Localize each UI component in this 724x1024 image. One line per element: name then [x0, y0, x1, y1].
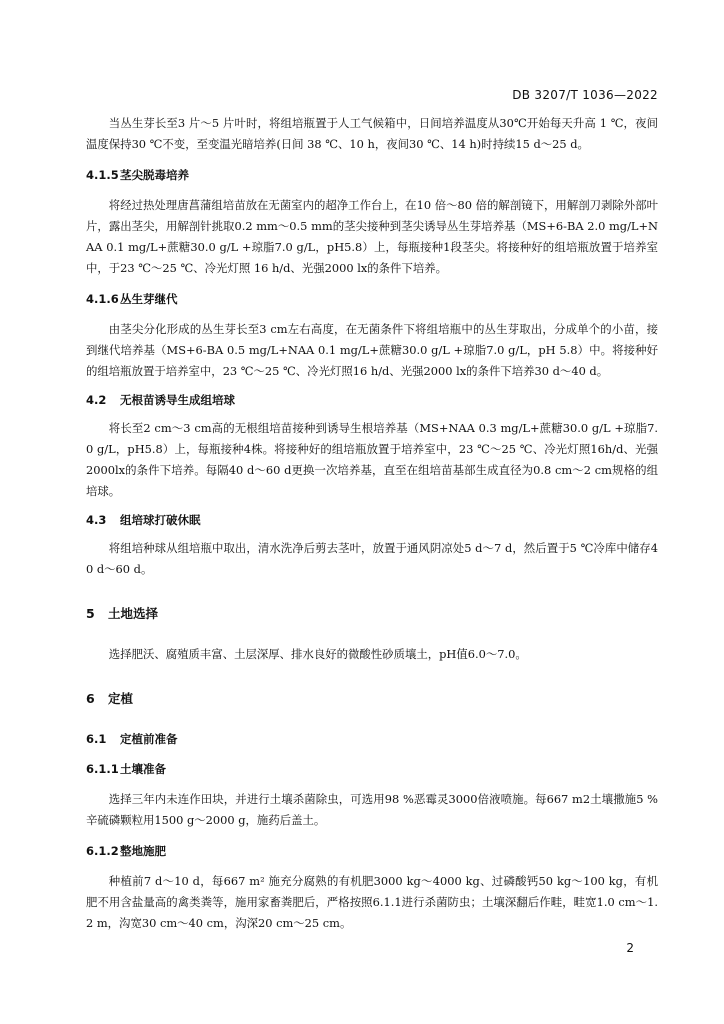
- heading-4-3: [86, 510, 658, 530]
- heading-number: 4.1.5: [86, 168, 119, 182]
- paragraph-soil-preparation: 选择三年内未连作田块，并进行土壤杀菌除虫，可选用98 %恶霉灵3000倍液喷施。每667 m2土壤撒施5 %辛硫磷颗粒用1500 g～2000 g，施药后盖土。: [86, 792, 658, 827]
- heading-title: 土壤准备: [120, 762, 166, 776]
- paragraph-subculture: 由茎尖分化形成的丛生芽长至3 cm左右高度，在无菌条件下将组培瓶中的丛生芽取出，分成单个的小苗，接到继代培养基（MS+6-BA 0.5 mg/L+NAA 0.1 mg/L+蔗糖30.0 g/L +琼脂7.0 g/L，pH 5.8）中。将接种好的组培瓶放置于培养室中，23 ℃～25 ℃、冷光灯照16 h/d、光强2000 lx的条件下培养30 d～40 d。: [86, 322, 658, 378]
- heading-number: 5: [86, 605, 95, 621]
- paragraph-land-fertilizing: 种植前7 d～10 d，每667 m² 施充分腐熟的有机肥3000 kg～4000 kg、过磷酸钙50 kg～100 kg，有机肥不用含盐量高的禽类粪等，施用家畜粪肥后，严格按照6.1.1进行杀菌防虫；土壤深翻后作畦，畦宽1.0 cm～1.2 m，沟宽30 cm～40 cm，沟深20 cm～25 cm。: [86, 874, 658, 930]
- heading-title: 整地施肥: [120, 844, 166, 858]
- heading-6-1-1: [86, 759, 658, 779]
- heading-title: 丛生芽继代: [120, 292, 178, 306]
- paragraph-land-selection: 选择肥沃、腐殖质丰富、土层深厚、排水良好的微酸性砂质壤土，pH值6.0～7.0。: [108, 647, 527, 661]
- heading-6: [86, 687, 658, 709]
- heading-number: 6: [86, 690, 95, 706]
- heading-number: 4.3: [86, 513, 107, 527]
- heading-4-2: [86, 390, 658, 410]
- document-body: [86, 113, 658, 934]
- heading-title: 定植: [108, 691, 134, 706]
- heading-title: 土地选择: [108, 606, 159, 621]
- heading-4-1-6: [86, 289, 658, 309]
- heading-number: 6.1: [86, 732, 107, 746]
- document-code: DB 3207/T 1036—2022: [512, 88, 658, 102]
- heading-title: 无根苗诱导生成组培球: [120, 393, 235, 407]
- heading-4-1-5: [86, 165, 658, 185]
- heading-title: 组培球打破休眠: [120, 513, 201, 527]
- heading-6-1: [86, 729, 658, 749]
- heading-5: [86, 602, 658, 624]
- paragraph-break-dormancy: 将组培种球从组培瓶中取出，清水洗净后剪去茎叶，放置于通风阴凉处5 d～7 d，然后置于5 ℃冷库中储存40 d～60 d。: [86, 541, 658, 576]
- heading-6-1-2: [86, 841, 658, 861]
- heading-number: 6.1.1: [86, 762, 119, 776]
- heading-number: 4.1.6: [86, 292, 119, 306]
- paragraph-heat-treatment: 当丛生芽长至3 片～5 片叶时，将组培瓶置于人工气候箱中，日间培养温度从30℃开始每天升高 1 ℃，夜间温度保持30 ℃不变，至变温光暗培养(日间 38 ℃、10 h，夜间30 ℃、14 h)时持续15 d～25 d。: [86, 116, 658, 151]
- paragraph-shoot-tip-culture: 将经过热处理唐菖蒲组培苗放在无菌室内的超净工作台上，在10 倍～80 倍的解剖镜下，用解剖刀剥除外部叶片，露出茎尖，用解剖针挑取0.2 mm～0.5 mm的茎尖接种到茎尖诱导丛生芽培养基（MS+6-BA 2.0 mg/L+NAA 0.1 mg/L+蔗糖30.0 g/L +琼脂7.0 g/L，pH5.8）上，每瓶接种1段茎尖。将接种好的组培瓶放置于培养室中，于23 ℃～25 ℃、冷光灯照 16 h/d、光强2000 lx的条件下培养。: [86, 198, 658, 275]
- heading-title: 茎尖脱毒培养: [120, 168, 189, 182]
- paragraph-corm-induction: 将长至2 cm～3 cm高的无根组培苗接种到诱导生根培养基（MS+NAA 0.3 mg/L+蔗糖30.0 g/L +琼脂7.0 g/L，pH5.8）上，每瓶接种4株。将接种好的组培瓶放置于培养室中，23 ℃～25 ℃、冷光灯照16h/d、光强2000lx的条件下培养。每隔40 d～60 d更换一次培养基，直至在组培苗基部生成直径为0.8 cm～2 cm规格的组培球。: [86, 421, 658, 498]
- page-number: 2: [626, 941, 634, 955]
- heading-number: 4.2: [86, 393, 107, 407]
- heading-title: 定植前准备: [120, 732, 178, 746]
- heading-number: 6.1.2: [86, 844, 119, 858]
